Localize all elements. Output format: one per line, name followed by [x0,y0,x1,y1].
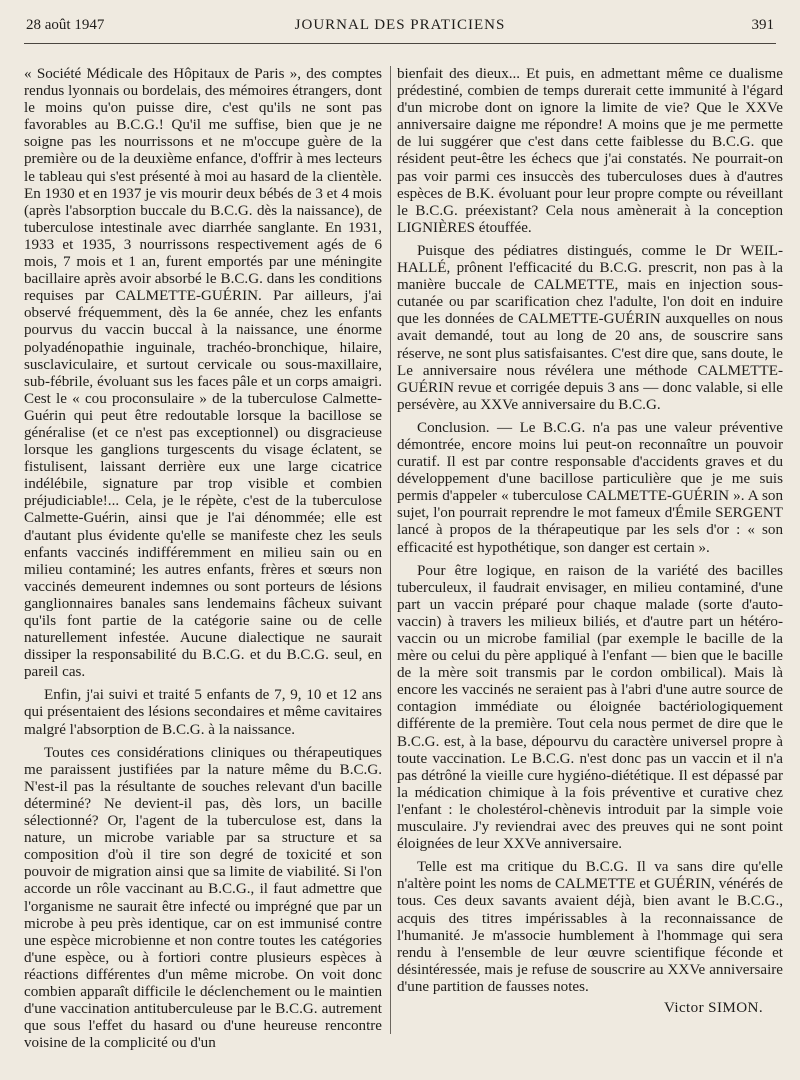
paragraph: Pour être logique, en raison de la variété des bacilles tuberculeux, il faudrait envisager, en milieu contaminé, d'une part un vaccin préparé pour chaque malade (sorte d'auto-vaccin) à travers les milieux biliés, et d'autre part un hétéro-vaccin ou un microbe familial (par exemple le bacille de la mère ou celui du père appliqué à l'enfant — bien que le bacille de la mère soit transmis par le cordon ombilical). Mais là encore les vaccinés ne seraient pas à l'abri d'une autre source de contagion immédiate ou éloignée bactériologiquement différente de la première. Tout cela nous permet de dire que le B.C.G. est, à la base, dépourvu du caractère universel propre à toute vaccination. Le B.C.G. n'est donc pas un vaccin et il n'a pas détrôné la vieille cure hygiéno-diététique. Il est dépassé par la médication chimique à la fois préventive et curative chez l'enfant : le cholestérol-chènevis introduit par la simple voie musculaire. J'y reviendrai avec des preuves qui ne sont point éloignées de leur XXVe anniversaire. [397,562,783,853]
paragraph: bienfait des dieux... Et puis, en admettant même ce dualisme prédestiné, combien de temps durerait cette immunité à l'égard d'un microbe dont on ignore la limite de vie? Que le XXVe anniversaire daigne me répondre! A moins que je me permette de lui suggérer que c'est dans cette faiblesse du B.C.G. que résident peut-être les échecs que j'ai constatés. Ne pourrait-on pas voir parmi ces insuccès des tuberculoses dues à d'autres espèces de B.K. évoluant pour leur propre compte ou réveillant le B.C.G. préexistant? Cela nous amènerait à la conception LIGNIÈRES étouffée. [397,66,783,236]
paragraph: Telle est ma critique du B.C.G. Il va sans dire qu'elle n'altère point les noms de CALMETTE et GUÉRIN, vénérés de tous. Ces deux savants avaient déjà, bien avant le B.C.G., acquis des titres impérissables à la reconnaissance de l'humanité. Je m'associe humblement à l'hommage qui sera rendu à l'ensemble de leur œuvre scientifique féconde et désintéressée, mais je refuse de souscrire au XXVe anniversaire d'une partition de fausses notes. [397,859,783,995]
conclusion-paragraph: Conclusion. — Le B.C.G. n'a pas une valeur préventive démontrée, encore moins lui peut-on reconnaître un pouvoir curatif. Il est par contre responsable d'accidents graves et du développement d'une bacillose particulière que je me suis permis d'appeler « tuberculose CALMETTE-GUÉRIN ». A son sujet, l'on pourrait reprendre le mot fameux d'Émile SERGENT lancé à propos de la thérapeutique par les sels d'or : « son efficacité est hypothétique, son danger est certain ». [397,419,783,556]
paragraph: Enfin, j'ai suivi et traité 5 enfants de 7, 9, 10 et 12 ans qui présentaient des lésions secondaires et même cavitaires malgré l'absorption de B.C.G. à la naissance. [24,687,382,738]
paragraph: Toutes ces considérations cliniques ou thérapeutiques me paraissent justifiées par la nature même du B.C.G. N'est-il pas la résultante de souches relevant d'un bacille déterminé? Ne devient-il pas, dès lors, un bacille sélectionné? Or, l'agent de la tuberculose est, dans la nature, un microbe variable par sa structure et sa composition d'où il tire son degré de toxicité et son pouvoir de migration ainsi que sa limite de viabilité. Si l'on accorde un rôle vaccinant au B.C.G., il faut admettre que l'organisme ne saurait être infecté ou imprégné que par un microbe à peu près identique, car on est immunisé contre une espèce microbienne et non contre toutes les catégories d'une espèce, ou à fortiori contre plusieurs espèces à réactions différentes d'un même microbe. On voit donc combien apparaît difficile le déclenchement ou le maintien d'une vaccination antituberculeuse par le B.C.G. autrement que sous l'effet du hasard ou d'une heureuse rencontre voisine de la complicité ou d'un [24,744,382,1052]
journal-title: JOURNAL DES PRATICIENS [294,17,506,33]
column-divider [390,66,391,1034]
issue-date: 28 août 1947 [26,17,105,33]
page-number: 391 [751,17,774,33]
paragraph: Puisque des pédiatres distingués, comme le Dr WEIL-HALLÉ, prônent l'efficacité du B.C.G. prescrit, non pas à la manière buccale de CALMETTE, mais en injection sous-cutanée ou par scarification chez l'adulte, l'on doit en induire que les données de CALMETTE-GUÉRIN auxquelles on nous avait demandé, tout au long de 20 ans, de souscrire sans réserve, ne sont plus satisfaisantes. C'est dire que, sans doute, le Le anniversaire nous révélera une méthode CALMETTE-GUÉRIN revue et corrigée depuis 3 ans — donc valable, si elle persévère, au XXVe anniversaire du B.C.G. [397,242,783,413]
right-column [397,66,783,1036]
paragraph: « Société Médicale des Hôpitaux de Paris », des comptes rendus lyonnais ou bordelais, des mémoires étrangers, dont le moins qu'on puisse dire, c'est qu'ils ne sont pas favorables au B.C.G.! Qu'il me suffise, bien que je ne soigne pas les nourrissons et ne m'occupe guère de la première ou de la deuxième enfance, d'offrir à mes lecteurs le tableau qui s'est présenté à moi au hasard de la clientèle. En 1930 et en 1937 je vis mourir deux bébés de 3 et 4 mois (après l'absorption buccale du B.C.G. dès la naissance), de tuberculose intestinale avec diarrhée sanglante. En 1931, 1933 et 1935, 3 nourrissons respectivement agés de 6 mois, 7 mois et 1 an, furent emportés par une méningite bacillaire après avoir absorbé le B.C.G. dans les conditions requises par CALMETTE-GUÉRIN. Par ailleurs, j'ai observé fréquemment, dès la 6e année, chez les enfants pourvus du vaccin buccal à la naissance, une énorme polyadénopathie inguinale, trachéo-bronchique, hilaire, susclaviculaire, et surtout cervicale ou sous-maxillaire, sub-fébrile, évoluant sus les faces pâle et un corps amaigri. Cest le « cou proconsulaire » de la tuberculose Calmette-Guérin qui peut être redoutable lorsque la bacillose se généralise (et ce n'est pas exceptionnel) ou disgracieuse lorsque les ganglions turgescents du visage éclatent, se fistulisent, laissant derrière eux une large cicatrice indélébile, signature par trop visible et combien préjudiciable!... Cela, je le répète, c'est de la tuberculose Calmette-Guérin, ainsi que je l'ai dénommée; elle est d'autant plus évidente qu'elle se manifeste chez les seuls enfants vaccinés indifféremment en milieu sain ou en milieu contaminé; les autres enfants, frères et sœurs non vaccinés demeurent indemnes ou sont porteurs de lésions ganglionnaires banales sans lendemains fâcheux suivant qu'ils font partie de la catégorie saine ou de celle naturellement infestée. Aucune dialectique ne saurait dissiper la responsabilité du B.C.G. et du B.C.G. seul, en pareil cas. [24,66,382,681]
author-name: Victor SIMON. [663,999,763,1016]
author-signature [397,1000,783,1017]
header-rule [24,43,776,44]
page-header [26,17,774,41]
left-column [24,66,382,1052]
